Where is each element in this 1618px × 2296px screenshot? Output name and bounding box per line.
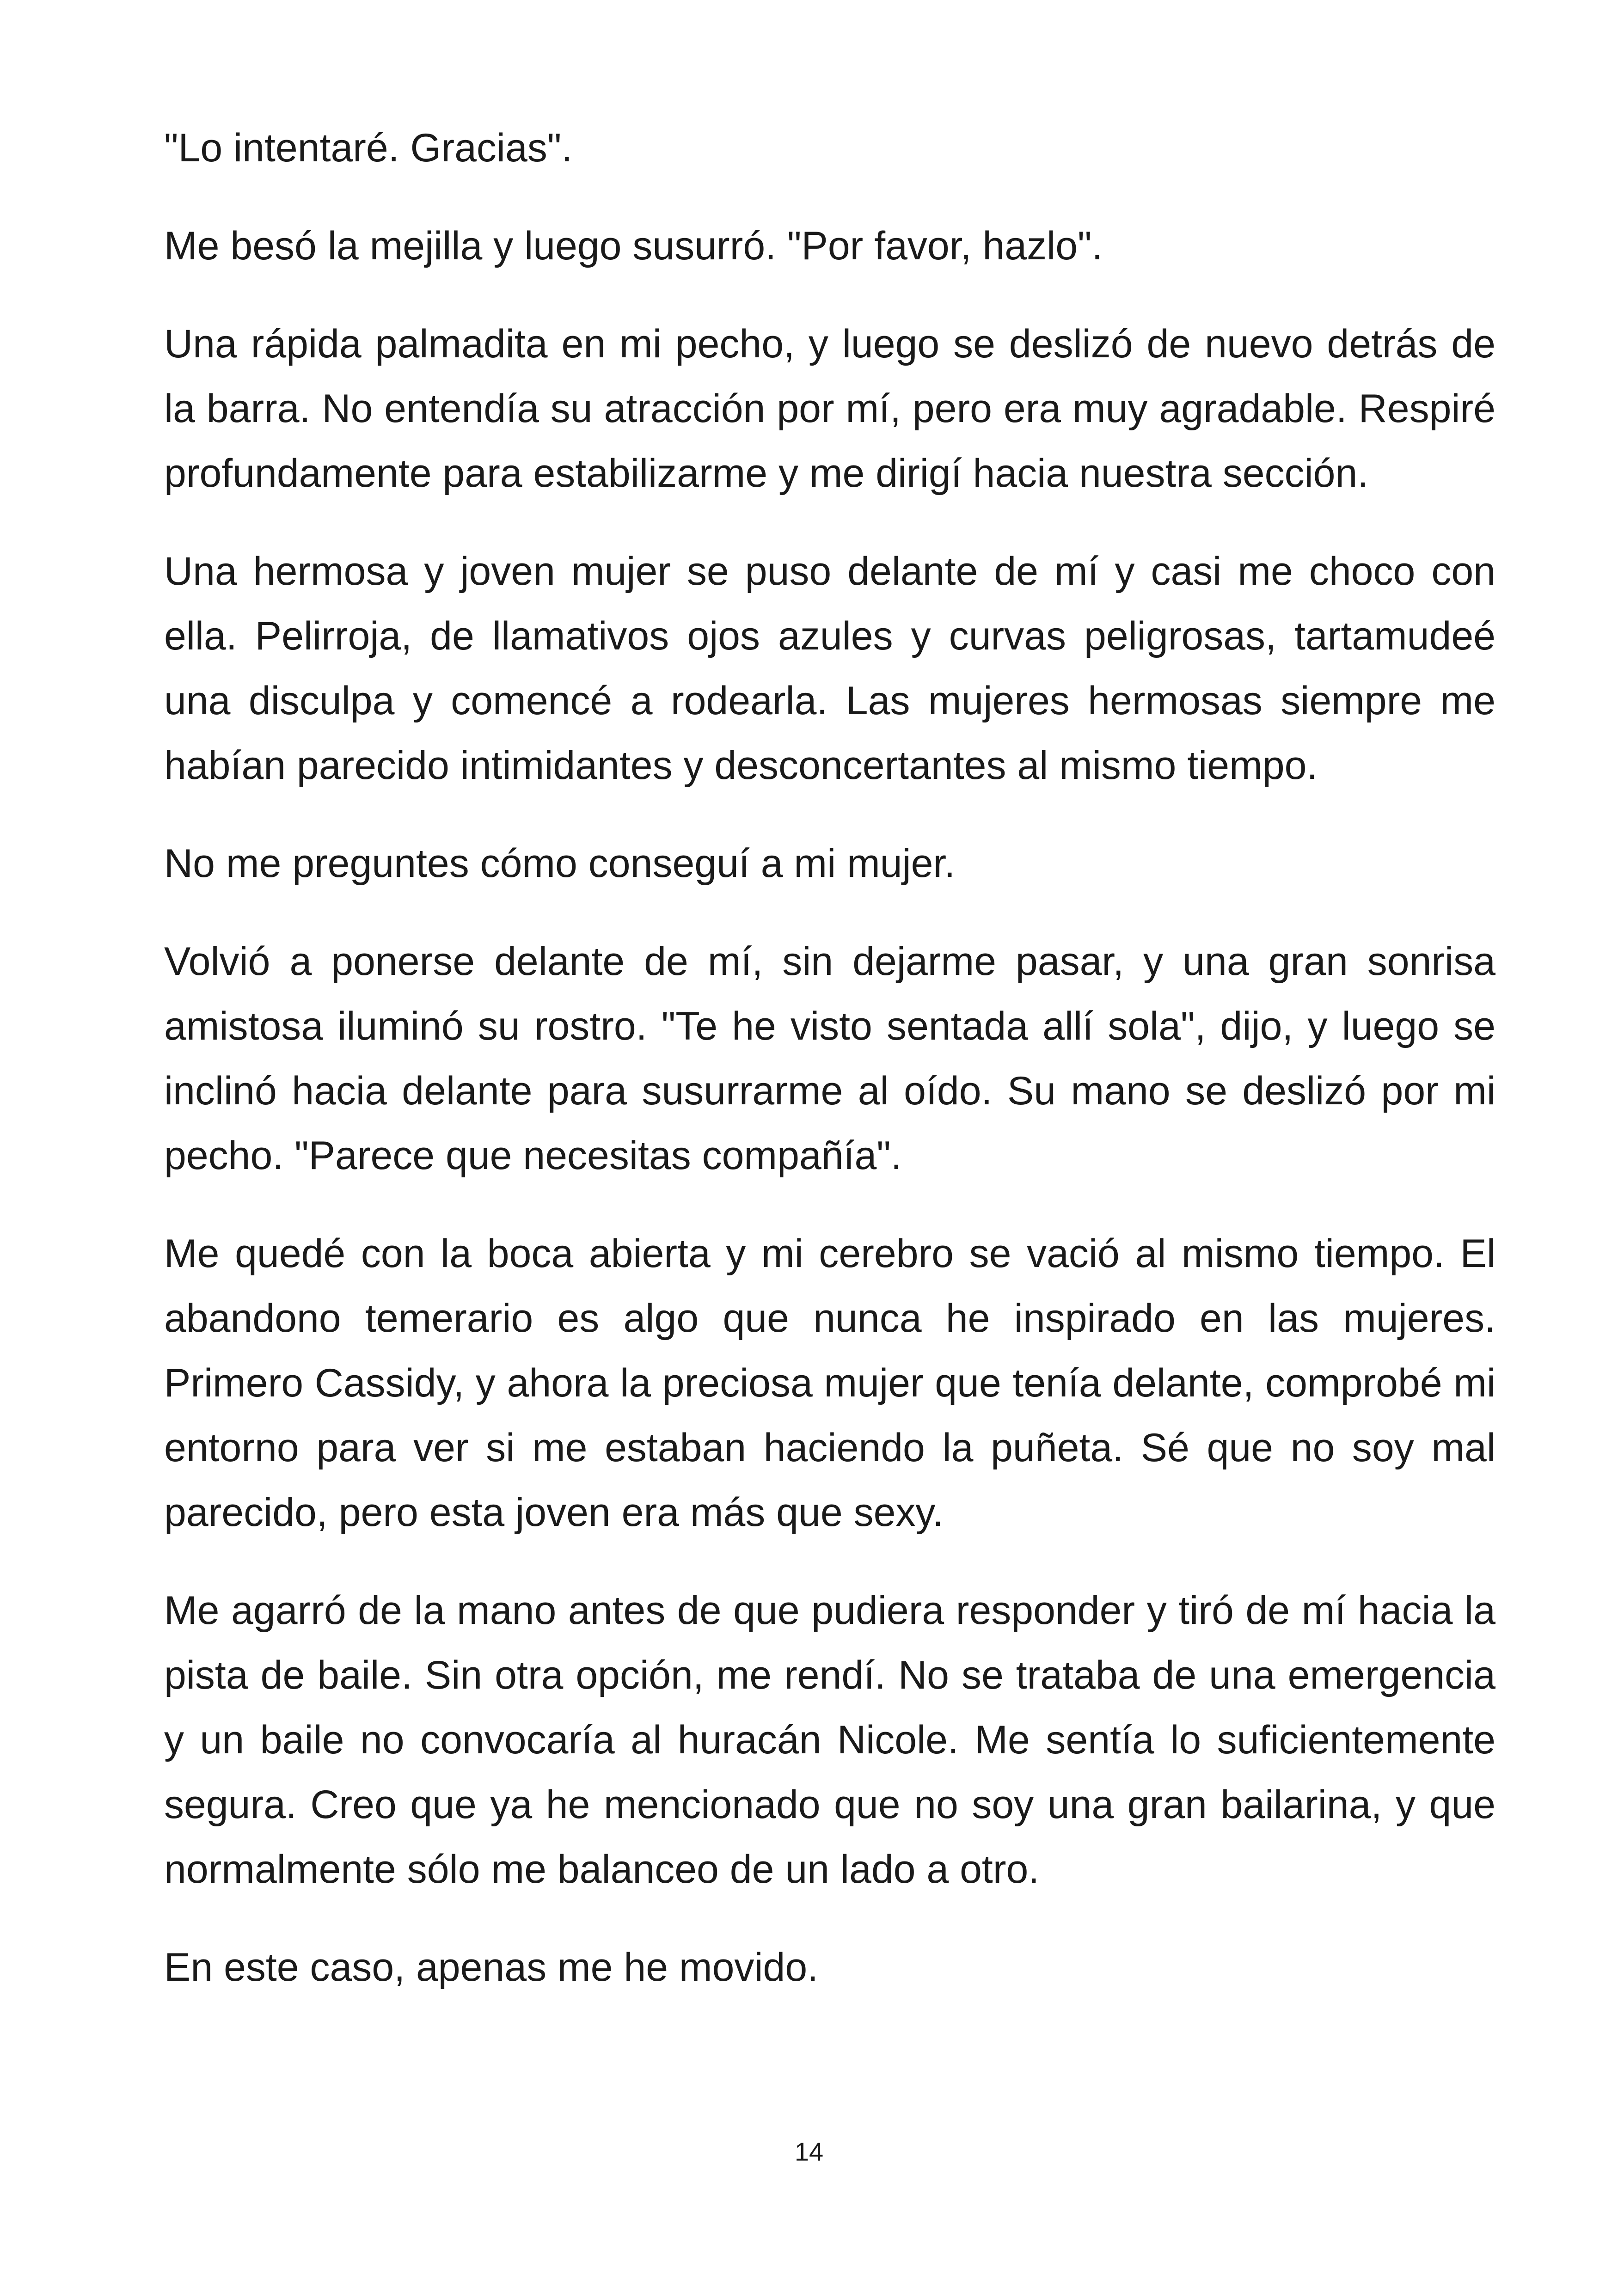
paragraph-8: Me agarró de la mano antes de que pudiera responder y tiró de mí hacia la pista de baile. Sin otra opción, me rendí. No se trataba de una emergencia y un baile no convocaría al huracán Nicole. Me sentía lo suficientemente segura. Creo que ya he mencionado que no soy una gran bailarina, y que normalmente sólo me balanceo de un lado a otro. xyxy=(164,1588,1495,1892)
paragraph-6: Volvió a ponerse delante de mí, sin dejarme pasar, y una gran sonrisa amistosa iluminó su rostro. "Te he visto sentada allí sola", dijo, y luego se inclinó hacia delante para susurrarme al oído. Su mano se deslizó por mi pecho. "Parece que necesitas compañía". xyxy=(164,939,1495,1178)
paragraph-2: Me besó la mejilla y luego susurró. "Por favor, hazlo". xyxy=(164,224,1103,268)
paragraph-5: No me preguntes cómo conseguí a mi mujer. xyxy=(164,841,956,886)
page-body xyxy=(164,116,1495,2033)
paragraph-7: Me quedé con la boca abierta y mi cerebro se vació al mismo tiempo. El abandono temerario es algo que nunca he inspirado en las mujeres. Primero Cassidy, y ahora la preciosa mujer que tenía delante, comprobé mi entorno para ver si me estaban haciendo la puñeta. Sé que no soy mal parecido, pero esta joven era más que sexy. xyxy=(164,1231,1495,1535)
paragraph-3: Una rápida palmadita en mi pecho, y luego se deslizó de nuevo detrás de la barra. No entendía su atracción por mí, pero era muy agradable. Respiré profundamente para estabilizarme y me dirigí hacia nuestra sección. xyxy=(164,322,1495,496)
page-number: 14 xyxy=(794,2137,824,2166)
paragraph-1: "Lo intentaré. Gracias". xyxy=(164,126,573,170)
paragraph-4: Una hermosa y joven mujer se puso delante de mí y casi me choco con ella. Pelirroja, de llamativos ojos azules y curvas peligrosas, tartamudeé una disculpa y comencé a rodearla. Las mujeres hermosas siempre me habían parecido intimidantes y desconcertantes al mismo tiempo. xyxy=(164,549,1495,788)
paragraph-9: En este caso, apenas me he movido. xyxy=(164,1945,819,1990)
